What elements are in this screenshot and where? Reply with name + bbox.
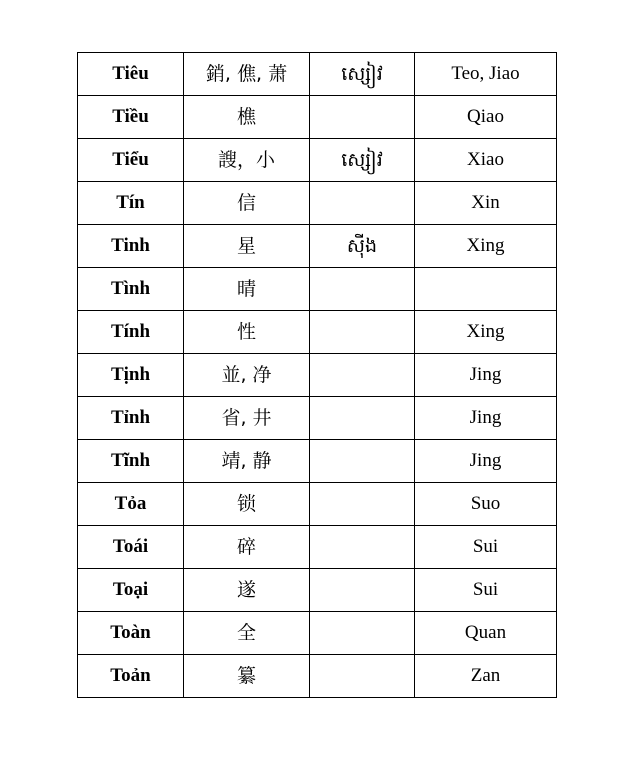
han-character-cell: 锁 (184, 483, 310, 526)
pinyin-cell: Quan (415, 612, 557, 655)
vietnamese-cell: Toái (78, 526, 184, 569)
table-row (78, 569, 557, 612)
vietnamese-cell: Tín (78, 182, 184, 225)
table-row (78, 53, 557, 96)
pinyin-cell: Qiao (415, 96, 557, 139)
khmer-cell (310, 182, 415, 225)
han-character-cell: 纂 (184, 655, 310, 698)
pinyin-cell: Jing (415, 440, 557, 483)
han-character-cell: 星 (184, 225, 310, 268)
han-character-cell: 並, 净 (184, 354, 310, 397)
lexicon-table-body (78, 53, 557, 698)
han-character-cell: 靖, 静 (184, 440, 310, 483)
khmer-cell (310, 569, 415, 612)
table-row (78, 96, 557, 139)
khmer-cell: ស៊ីង (310, 225, 415, 268)
vietnamese-cell: Tiều (78, 96, 184, 139)
vietnamese-cell: Tĩnh (78, 440, 184, 483)
table-row (78, 139, 557, 182)
han-character-cell: 信 (184, 182, 310, 225)
pinyin-cell: Xing (415, 311, 557, 354)
table-row (78, 440, 557, 483)
table-row (78, 225, 557, 268)
khmer-cell (310, 655, 415, 698)
vietnamese-cell: Tiêu (78, 53, 184, 96)
han-character-cell: 銷, 僬, 萧 (184, 53, 310, 96)
vietnamese-cell: Tinh (78, 225, 184, 268)
vietnamese-cell: Tỏa (78, 483, 184, 526)
pinyin-cell: Sui (415, 569, 557, 612)
han-character-cell: 省, 井 (184, 397, 310, 440)
khmer-cell: ស្សៀវ (310, 53, 415, 96)
table-row (78, 182, 557, 225)
khmer-cell (310, 311, 415, 354)
pinyin-cell: Sui (415, 526, 557, 569)
table-row (78, 311, 557, 354)
pinyin-cell (415, 268, 557, 311)
pinyin-cell: Teo, Jiao (415, 53, 557, 96)
han-character-cell: 晴 (184, 268, 310, 311)
han-character-cell: 全 (184, 612, 310, 655)
vietnamese-cell: Toàn (78, 612, 184, 655)
khmer-cell (310, 354, 415, 397)
table-row (78, 483, 557, 526)
vietnamese-cell: Toản (78, 655, 184, 698)
vietnamese-cell: Tịnh (78, 354, 184, 397)
vietnamese-cell: Tiểu (78, 139, 184, 182)
han-character-cell: 碎 (184, 526, 310, 569)
han-character-cell: 性 (184, 311, 310, 354)
khmer-cell (310, 96, 415, 139)
pinyin-cell: Xing (415, 225, 557, 268)
khmer-cell: ស្សៀវ (310, 139, 415, 182)
table-row (78, 268, 557, 311)
table-row (78, 612, 557, 655)
table-row (78, 397, 557, 440)
vietnamese-cell: Toại (78, 569, 184, 612)
khmer-cell (310, 397, 415, 440)
vietnamese-cell: Tính (78, 311, 184, 354)
khmer-cell (310, 526, 415, 569)
pinyin-cell: Xiao (415, 139, 557, 182)
han-character-cell: 遂 (184, 569, 310, 612)
pinyin-cell: Zan (415, 655, 557, 698)
khmer-cell (310, 483, 415, 526)
vietnamese-cell: Tình (78, 268, 184, 311)
han-character-cell: 謏，小 (184, 139, 310, 182)
han-character-cell: 樵 (184, 96, 310, 139)
pinyin-cell: Jing (415, 397, 557, 440)
table-row (78, 655, 557, 698)
pinyin-cell: Jing (415, 354, 557, 397)
pinyin-cell: Xin (415, 182, 557, 225)
khmer-cell (310, 268, 415, 311)
khmer-cell (310, 612, 415, 655)
lexicon-table (77, 52, 557, 698)
khmer-cell (310, 440, 415, 483)
vietnamese-cell: Tỉnh (78, 397, 184, 440)
table-row (78, 354, 557, 397)
table-row (78, 526, 557, 569)
pinyin-cell: Suo (415, 483, 557, 526)
